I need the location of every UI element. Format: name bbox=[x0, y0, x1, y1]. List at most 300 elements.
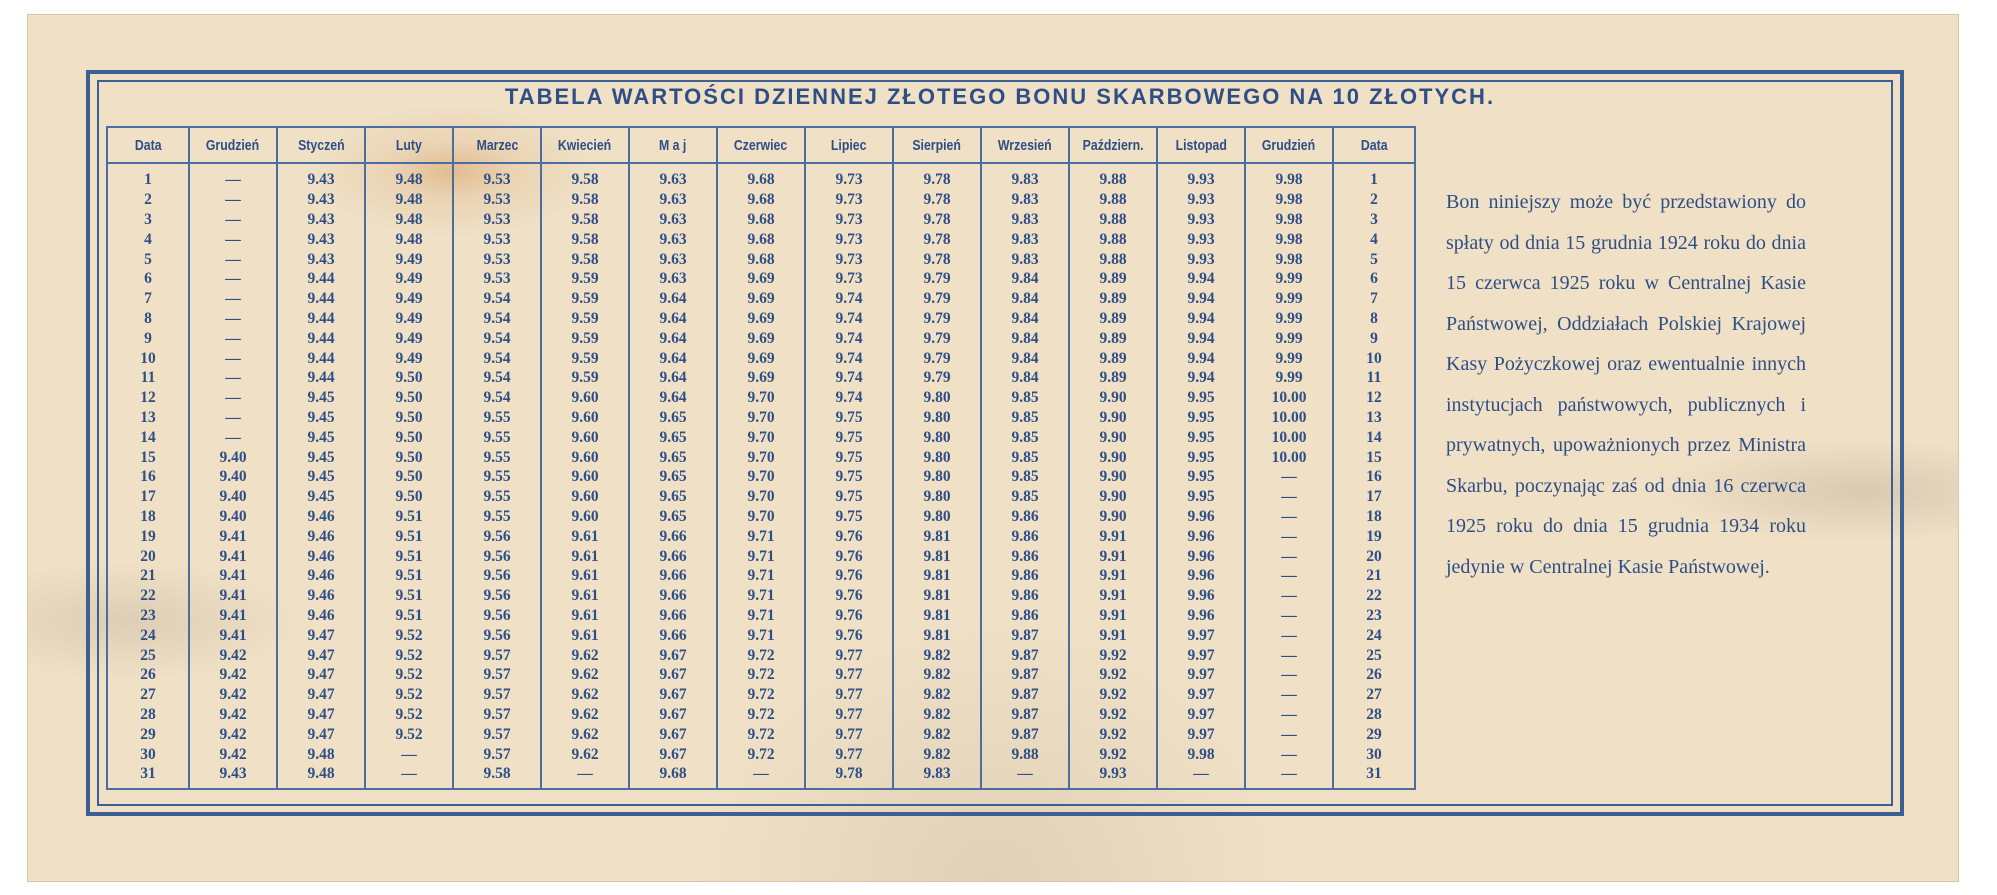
value-cell: 9.85 bbox=[981, 408, 1069, 428]
value-cell: 9.79 bbox=[893, 368, 981, 388]
value-cell: 9.78 bbox=[805, 764, 893, 789]
table-row bbox=[107, 685, 1415, 705]
value-cell: 9.83 bbox=[981, 229, 1069, 249]
header-row bbox=[107, 127, 1415, 163]
value-cell: 9.60 bbox=[541, 408, 629, 428]
date-cell: 1 bbox=[107, 163, 189, 190]
value-cell: 9.65 bbox=[629, 487, 717, 507]
value-cell: 9.75 bbox=[805, 447, 893, 467]
table-row bbox=[107, 190, 1415, 210]
value-cell: 9.43 bbox=[277, 229, 365, 249]
value-cell: 9.68 bbox=[717, 229, 805, 249]
value-cell: 9.97 bbox=[1157, 705, 1245, 725]
value-cell: 9.91 bbox=[1069, 625, 1157, 645]
value-cell: 9.99 bbox=[1245, 348, 1333, 368]
value-cell: 9.84 bbox=[981, 269, 1069, 289]
value-cell: 9.95 bbox=[1157, 487, 1245, 507]
value-cell: 9.85 bbox=[981, 388, 1069, 408]
date-cell: 29 bbox=[107, 724, 189, 744]
table-row bbox=[107, 163, 1415, 190]
value-cell: 9.57 bbox=[453, 665, 541, 685]
value-cell: 9.53 bbox=[453, 163, 541, 190]
value-cell: 9.48 bbox=[365, 229, 453, 249]
column-header bbox=[277, 127, 365, 163]
column-header-label: Styczeń bbox=[297, 136, 345, 154]
value-cell: — bbox=[189, 249, 277, 269]
value-cell: — bbox=[189, 190, 277, 210]
value-cell: 9.76 bbox=[805, 566, 893, 586]
value-cell: — bbox=[365, 764, 453, 789]
date-cell: 3 bbox=[107, 210, 189, 230]
value-cell: 9.65 bbox=[629, 507, 717, 527]
value-cell: 9.85 bbox=[981, 427, 1069, 447]
date-cell: 9 bbox=[1333, 328, 1415, 348]
column-header bbox=[981, 127, 1069, 163]
value-cell: 9.87 bbox=[981, 645, 1069, 665]
value-cell: 9.60 bbox=[541, 467, 629, 487]
value-cell: 9.40 bbox=[189, 507, 277, 527]
column-header-label: Październ. bbox=[1082, 136, 1144, 154]
value-table bbox=[106, 126, 1416, 790]
date-cell: 3 bbox=[1333, 210, 1415, 230]
table-row bbox=[107, 487, 1415, 507]
date-cell: 14 bbox=[1333, 427, 1415, 447]
value-cell: 9.65 bbox=[629, 427, 717, 447]
value-cell: 9.44 bbox=[277, 309, 365, 329]
date-cell: 23 bbox=[1333, 606, 1415, 626]
value-cell: 9.59 bbox=[541, 368, 629, 388]
value-cell: 9.41 bbox=[189, 586, 277, 606]
value-cell: 9.86 bbox=[981, 566, 1069, 586]
value-cell: 9.50 bbox=[365, 368, 453, 388]
value-cell: 9.89 bbox=[1069, 348, 1157, 368]
value-cell: 9.97 bbox=[1157, 665, 1245, 685]
value-cell: 9.59 bbox=[541, 289, 629, 309]
value-cell: — bbox=[189, 328, 277, 348]
value-cell: 9.93 bbox=[1157, 210, 1245, 230]
value-cell: 9.90 bbox=[1069, 447, 1157, 467]
value-cell: 9.70 bbox=[717, 487, 805, 507]
value-cell: 9.57 bbox=[453, 744, 541, 764]
date-cell: 8 bbox=[1333, 309, 1415, 329]
value-cell: 9.47 bbox=[277, 705, 365, 725]
value-cell: 9.73 bbox=[805, 210, 893, 230]
value-cell: — bbox=[1245, 645, 1333, 665]
date-cell: 26 bbox=[107, 665, 189, 685]
date-cell: 31 bbox=[1333, 764, 1415, 789]
value-cell: 9.73 bbox=[805, 163, 893, 190]
value-cell: 9.51 bbox=[365, 546, 453, 566]
value-cell: 9.58 bbox=[453, 764, 541, 789]
value-cell: 9.86 bbox=[981, 546, 1069, 566]
value-cell: 9.87 bbox=[981, 705, 1069, 725]
value-cell: — bbox=[1245, 744, 1333, 764]
value-cell: 9.52 bbox=[365, 705, 453, 725]
table-title: TABELA WARTOŚCI DZIENNEJ ZŁOTEGO BONU SKARBOWEGO NA 10 ZŁOTYCH. bbox=[504, 84, 1496, 109]
value-cell: 9.47 bbox=[277, 665, 365, 685]
value-cell: 9.46 bbox=[277, 566, 365, 586]
value-cell: 9.60 bbox=[541, 427, 629, 447]
table-row bbox=[107, 625, 1415, 645]
value-cell: 9.54 bbox=[453, 289, 541, 309]
value-cell: 9.70 bbox=[717, 507, 805, 527]
value-cell: 9.52 bbox=[365, 724, 453, 744]
table-row bbox=[107, 249, 1415, 269]
value-cell: 9.86 bbox=[981, 586, 1069, 606]
value-cell: 9.97 bbox=[1157, 625, 1245, 645]
value-cell: 9.63 bbox=[629, 190, 717, 210]
value-cell: 9.79 bbox=[893, 289, 981, 309]
value-cell: 9.74 bbox=[805, 289, 893, 309]
value-cell: — bbox=[189, 408, 277, 428]
table-row bbox=[107, 566, 1415, 586]
column-header-label: Listopad bbox=[1175, 136, 1227, 154]
value-cell: 9.77 bbox=[805, 705, 893, 725]
value-cell: 9.95 bbox=[1157, 467, 1245, 487]
value-cell: 9.58 bbox=[541, 163, 629, 190]
value-cell: 9.58 bbox=[541, 249, 629, 269]
value-cell: 9.55 bbox=[453, 507, 541, 527]
value-cell: 9.73 bbox=[805, 229, 893, 249]
value-cell: 9.93 bbox=[1157, 163, 1245, 190]
value-cell: 9.54 bbox=[453, 328, 541, 348]
value-cell: 9.78 bbox=[893, 229, 981, 249]
table-body bbox=[107, 163, 1415, 789]
value-cell: 9.79 bbox=[893, 269, 981, 289]
table-row bbox=[107, 724, 1415, 744]
date-cell: 25 bbox=[1333, 645, 1415, 665]
value-cell: 9.89 bbox=[1069, 309, 1157, 329]
value-cell: 9.98 bbox=[1245, 229, 1333, 249]
value-cell: 9.74 bbox=[805, 309, 893, 329]
value-cell: 9.98 bbox=[1245, 163, 1333, 190]
date-cell: 27 bbox=[107, 685, 189, 705]
value-cell: 9.91 bbox=[1069, 586, 1157, 606]
value-cell: — bbox=[189, 163, 277, 190]
date-cell: 20 bbox=[107, 546, 189, 566]
value-cell: 9.75 bbox=[805, 467, 893, 487]
value-cell: 9.49 bbox=[365, 269, 453, 289]
value-cell: 9.75 bbox=[805, 487, 893, 507]
value-cell: 9.82 bbox=[893, 645, 981, 665]
table-row bbox=[107, 645, 1415, 665]
value-cell: — bbox=[1245, 764, 1333, 789]
value-cell: 9.45 bbox=[277, 467, 365, 487]
column-header bbox=[1069, 127, 1157, 163]
value-cell: 9.66 bbox=[629, 566, 717, 586]
table-row bbox=[107, 368, 1415, 388]
value-cell: 9.94 bbox=[1157, 269, 1245, 289]
value-cell: 9.68 bbox=[717, 190, 805, 210]
value-cell: — bbox=[717, 764, 805, 789]
value-cell: 9.72 bbox=[717, 665, 805, 685]
value-cell: 9.87 bbox=[981, 685, 1069, 705]
value-cell: 9.92 bbox=[1069, 685, 1157, 705]
value-cell: 9.82 bbox=[893, 685, 981, 705]
column-header-label: M a j bbox=[659, 136, 687, 154]
column-header-label: Sierpień bbox=[912, 136, 962, 154]
value-cell: 9.71 bbox=[717, 606, 805, 626]
date-cell: 13 bbox=[1333, 408, 1415, 428]
table-row bbox=[107, 606, 1415, 626]
value-cell: 9.67 bbox=[629, 685, 717, 705]
date-cell: 22 bbox=[1333, 586, 1415, 606]
value-cell: 9.78 bbox=[893, 190, 981, 210]
column-header-label: Marzec bbox=[476, 136, 518, 154]
value-cell: 9.70 bbox=[717, 427, 805, 447]
value-cell: 9.72 bbox=[717, 744, 805, 764]
date-cell: 9 bbox=[107, 328, 189, 348]
value-cell: 9.69 bbox=[717, 289, 805, 309]
date-cell: 18 bbox=[107, 507, 189, 527]
value-cell: 9.89 bbox=[1069, 328, 1157, 348]
date-cell: 12 bbox=[107, 388, 189, 408]
value-cell: 9.87 bbox=[981, 724, 1069, 744]
value-cell: 9.86 bbox=[981, 606, 1069, 626]
value-cell: 9.54 bbox=[453, 309, 541, 329]
value-cell: 9.88 bbox=[1069, 163, 1157, 190]
value-cell: 9.59 bbox=[541, 269, 629, 289]
value-cell: 9.64 bbox=[629, 348, 717, 368]
value-cell: 9.46 bbox=[277, 586, 365, 606]
column-header-label: Grudzień bbox=[1262, 136, 1316, 154]
value-cell: 9.43 bbox=[277, 210, 365, 230]
value-cell: 9.44 bbox=[277, 368, 365, 388]
value-cell: 9.81 bbox=[893, 586, 981, 606]
value-cell: 9.41 bbox=[189, 526, 277, 546]
value-cell: 9.63 bbox=[629, 210, 717, 230]
value-cell: 9.42 bbox=[189, 685, 277, 705]
value-cell: 9.65 bbox=[629, 408, 717, 428]
value-cell: 9.87 bbox=[981, 625, 1069, 645]
date-cell: 6 bbox=[1333, 269, 1415, 289]
date-cell: 24 bbox=[1333, 625, 1415, 645]
value-cell: 9.89 bbox=[1069, 368, 1157, 388]
value-cell: 9.77 bbox=[805, 685, 893, 705]
value-cell: — bbox=[1245, 665, 1333, 685]
value-cell: 9.48 bbox=[365, 190, 453, 210]
value-cell: 9.84 bbox=[981, 348, 1069, 368]
value-cell: 9.92 bbox=[1069, 665, 1157, 685]
value-cell: 9.64 bbox=[629, 388, 717, 408]
value-cell: 9.56 bbox=[453, 546, 541, 566]
value-cell: 9.70 bbox=[717, 408, 805, 428]
value-cell: 9.48 bbox=[365, 210, 453, 230]
value-cell: 9.97 bbox=[1157, 724, 1245, 744]
value-cell: 9.95 bbox=[1157, 388, 1245, 408]
value-cell: 9.49 bbox=[365, 348, 453, 368]
value-cell: 9.63 bbox=[629, 269, 717, 289]
date-cell: 15 bbox=[107, 447, 189, 467]
value-cell: 9.81 bbox=[893, 546, 981, 566]
value-cell: — bbox=[1245, 625, 1333, 645]
table-row bbox=[107, 328, 1415, 348]
value-cell: 9.96 bbox=[1157, 507, 1245, 527]
value-cell: — bbox=[1245, 546, 1333, 566]
value-cell: 9.68 bbox=[629, 764, 717, 789]
value-cell: 9.40 bbox=[189, 447, 277, 467]
value-cell: 9.91 bbox=[1069, 546, 1157, 566]
value-cell: 9.74 bbox=[805, 388, 893, 408]
value-cell: 9.48 bbox=[277, 744, 365, 764]
date-cell: 2 bbox=[1333, 190, 1415, 210]
value-cell: 9.66 bbox=[629, 625, 717, 645]
value-cell: 9.98 bbox=[1245, 249, 1333, 269]
date-cell: 28 bbox=[1333, 705, 1415, 725]
value-cell: 9.56 bbox=[453, 566, 541, 586]
value-cell: 9.56 bbox=[453, 606, 541, 626]
value-cell: 9.96 bbox=[1157, 606, 1245, 626]
column-header bbox=[453, 127, 541, 163]
value-cell: 9.53 bbox=[453, 249, 541, 269]
value-cell: — bbox=[189, 427, 277, 447]
value-cell: 9.59 bbox=[541, 309, 629, 329]
value-cell: 9.80 bbox=[893, 427, 981, 447]
value-cell: 9.77 bbox=[805, 724, 893, 744]
value-cell: 9.80 bbox=[893, 467, 981, 487]
value-cell: 9.66 bbox=[629, 546, 717, 566]
value-cell: 9.90 bbox=[1069, 487, 1157, 507]
value-cell: 9.84 bbox=[981, 368, 1069, 388]
table-row bbox=[107, 408, 1415, 428]
date-cell: 14 bbox=[107, 427, 189, 447]
value-cell: 9.70 bbox=[717, 467, 805, 487]
date-cell: 7 bbox=[1333, 289, 1415, 309]
value-cell: 9.84 bbox=[981, 309, 1069, 329]
date-cell: 25 bbox=[107, 645, 189, 665]
value-cell: 9.91 bbox=[1069, 526, 1157, 546]
value-cell: 9.80 bbox=[893, 447, 981, 467]
value-cell: 9.78 bbox=[893, 249, 981, 269]
value-cell: — bbox=[981, 764, 1069, 789]
value-cell: 9.81 bbox=[893, 625, 981, 645]
value-cell: 9.57 bbox=[453, 685, 541, 705]
value-cell: 9.42 bbox=[189, 724, 277, 744]
value-cell: 9.48 bbox=[277, 764, 365, 789]
value-cell: 9.84 bbox=[981, 289, 1069, 309]
value-cell: 9.72 bbox=[717, 685, 805, 705]
table-row bbox=[107, 705, 1415, 725]
value-cell: 9.85 bbox=[981, 467, 1069, 487]
column-header bbox=[107, 127, 189, 163]
value-cell: 9.45 bbox=[277, 408, 365, 428]
column-header bbox=[189, 127, 277, 163]
value-cell: 9.64 bbox=[629, 309, 717, 329]
date-cell: 21 bbox=[1333, 566, 1415, 586]
value-cell: 9.73 bbox=[805, 190, 893, 210]
value-cell: 9.69 bbox=[717, 328, 805, 348]
value-cell: 9.97 bbox=[1157, 685, 1245, 705]
value-cell: 9.55 bbox=[453, 447, 541, 467]
value-cell: 9.46 bbox=[277, 546, 365, 566]
date-cell: 30 bbox=[107, 744, 189, 764]
table-row bbox=[107, 388, 1415, 408]
value-cell: 9.41 bbox=[189, 546, 277, 566]
value-cell: 9.66 bbox=[629, 526, 717, 546]
value-cell: 9.62 bbox=[541, 744, 629, 764]
value-cell: 9.61 bbox=[541, 566, 629, 586]
value-cell: 9.64 bbox=[629, 328, 717, 348]
date-cell: 4 bbox=[107, 229, 189, 249]
value-cell: 9.82 bbox=[893, 744, 981, 764]
value-cell: 9.93 bbox=[1157, 229, 1245, 249]
column-header bbox=[541, 127, 629, 163]
value-cell: 9.54 bbox=[453, 388, 541, 408]
value-cell: 9.96 bbox=[1157, 526, 1245, 546]
value-cell: 9.99 bbox=[1245, 368, 1333, 388]
value-cell: 9.51 bbox=[365, 606, 453, 626]
value-cell: 9.49 bbox=[365, 309, 453, 329]
date-cell: 11 bbox=[1333, 368, 1415, 388]
value-cell: 9.94 bbox=[1157, 328, 1245, 348]
value-cell: 9.46 bbox=[277, 526, 365, 546]
table-row bbox=[107, 507, 1415, 527]
value-cell: 9.73 bbox=[805, 249, 893, 269]
value-cell: 9.76 bbox=[805, 625, 893, 645]
date-cell: 1 bbox=[1333, 163, 1415, 190]
value-cell: 9.50 bbox=[365, 467, 453, 487]
date-cell: 5 bbox=[1333, 249, 1415, 269]
value-cell: 9.57 bbox=[453, 705, 541, 725]
column-header-label: Kwiecień bbox=[558, 136, 612, 154]
date-cell: 19 bbox=[107, 526, 189, 546]
value-cell: 9.80 bbox=[893, 487, 981, 507]
value-cell: 9.84 bbox=[981, 328, 1069, 348]
value-cell: — bbox=[189, 269, 277, 289]
date-cell: 7 bbox=[107, 289, 189, 309]
value-cell: 9.96 bbox=[1157, 566, 1245, 586]
value-cell: 9.80 bbox=[893, 507, 981, 527]
value-cell: — bbox=[1245, 487, 1333, 507]
value-cell: 9.45 bbox=[277, 388, 365, 408]
value-cell: — bbox=[1245, 586, 1333, 606]
value-cell: 9.58 bbox=[541, 210, 629, 230]
column-header bbox=[1245, 127, 1333, 163]
value-cell: 9.43 bbox=[277, 249, 365, 269]
value-cell: 9.65 bbox=[629, 467, 717, 487]
value-cell: 9.55 bbox=[453, 467, 541, 487]
value-cell: 9.77 bbox=[805, 665, 893, 685]
value-cell: 9.74 bbox=[805, 348, 893, 368]
value-cell: 9.71 bbox=[717, 625, 805, 645]
value-cell: 9.90 bbox=[1069, 388, 1157, 408]
value-cell: 9.53 bbox=[453, 190, 541, 210]
value-cell: 9.41 bbox=[189, 625, 277, 645]
value-cell: 9.88 bbox=[981, 744, 1069, 764]
date-cell: 8 bbox=[107, 309, 189, 329]
value-cell: 9.90 bbox=[1069, 507, 1157, 527]
value-cell: 9.41 bbox=[189, 566, 277, 586]
value-cell: 9.66 bbox=[629, 586, 717, 606]
value-cell: 9.68 bbox=[717, 210, 805, 230]
column-header-label: Luty bbox=[396, 136, 422, 154]
date-cell: 20 bbox=[1333, 546, 1415, 566]
value-cell: 9.52 bbox=[365, 645, 453, 665]
value-cell: 9.45 bbox=[277, 447, 365, 467]
column-header-label: Grudzień bbox=[206, 136, 260, 154]
value-cell: 9.90 bbox=[1069, 408, 1157, 428]
value-cell: — bbox=[365, 744, 453, 764]
value-cell: 9.70 bbox=[717, 388, 805, 408]
value-cell: 9.57 bbox=[453, 724, 541, 744]
value-cell: 9.53 bbox=[453, 269, 541, 289]
value-cell: 9.42 bbox=[189, 665, 277, 685]
value-cell: 9.91 bbox=[1069, 566, 1157, 586]
value-cell: 9.62 bbox=[541, 724, 629, 744]
value-cell: 9.71 bbox=[717, 526, 805, 546]
table-row bbox=[107, 764, 1415, 789]
value-cell: 9.76 bbox=[805, 606, 893, 626]
